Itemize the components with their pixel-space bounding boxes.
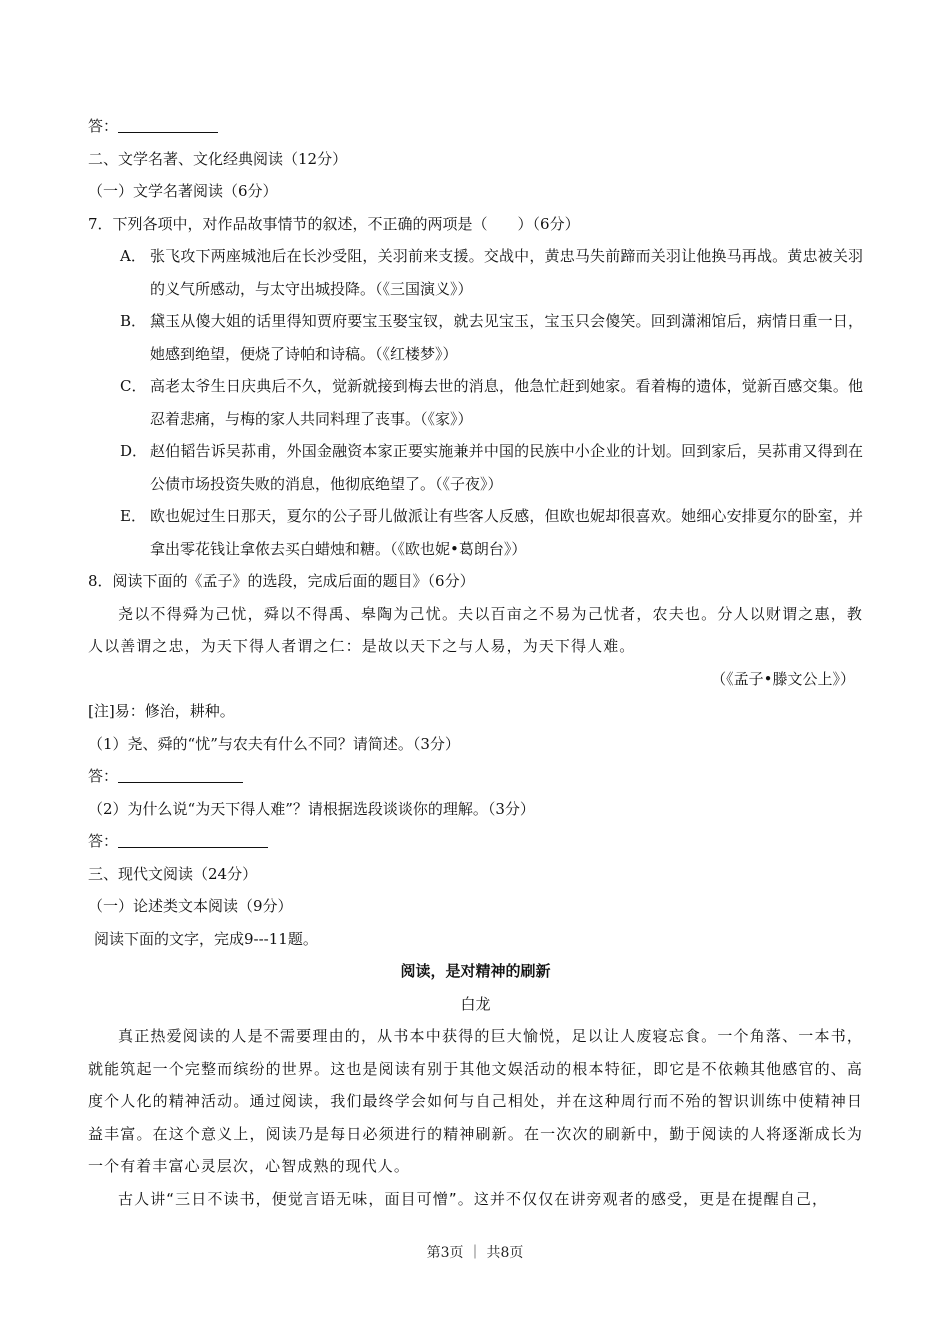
- answer-line-q8-1: [88, 760, 863, 793]
- section-2-sub1: （一）文学名著阅读（6分）: [88, 182, 278, 200]
- article-paragraph-2: 古人讲“三日不读书，便觉言语无味，面目可憎”。这并不仅仅在讲旁观者的感受，更是在提醒自己，: [118, 1189, 829, 1208]
- option-label: C．: [120, 377, 147, 395]
- answer-blank[interactable]: [118, 116, 218, 133]
- q8-sub1: （1）尧、舜的“忧”与农夫有什么不同？请简述。（3分）: [88, 734, 460, 753]
- q8-sub2: （2）为什么说“为天下得人难”？请根据选段谈谈你的理解。（3分）: [88, 799, 535, 818]
- q7-option-a: [88, 240, 863, 305]
- document-page: [88, 110, 863, 1215]
- answer-line-top: [88, 110, 863, 143]
- section-2-title: 二、文学名著、文化经典阅读（12分）: [88, 149, 348, 168]
- q8-passage: 尧以不得舜为己忧，舜以不得禹、皋陶为己忧。夫以百亩之不易为己忧者，农夫也。分人以财谓之惠，教人以善谓之忠，为天下得人者谓之仁：是故以天下之与人易，为天下得人难。: [88, 604, 863, 655]
- q7-stem: 7．下列各项中，对作品故事情节的叙述，不正确的两项是（ ）（6分）: [88, 214, 580, 233]
- option-label: E．: [120, 507, 146, 525]
- q8-source: （《孟子•滕文公上》）: [711, 669, 855, 688]
- option-text: 欧也妮过生日那天，夏尔的公子哥儿做派让有些客人反感，但欧也妮却很喜欢。她细心安排夏尔的卧室，并拿出零花钱让拿侬去买白蜡烛和糖。（《欧也妮•葛朗台》）: [150, 507, 863, 558]
- article-paragraph-1: 真正热爱阅读的人是不需要理由的，从书本中获得的巨大愉悦，足以让人废寝忘食。一个角落、一本书，就能筑起一个完整而缤纷的世界。这也是阅读有别于其他文娱活动的根本特征，即它是不依赖其他感官的、高度个人化的精神活动。通过阅读，我们最终学会如何与自己相处，并在这种周行而不殆的智识训练中使精神日益丰富。在这个意义上，阅读乃是每日必须进行的精神刷新。在一次次的刷新中，勤于阅读的人将逐渐成长为一个有着丰富心灵层次，心智成熟的现代人。: [88, 1027, 863, 1175]
- answer-line-q8-2: [88, 825, 863, 858]
- option-label: B．: [120, 312, 147, 330]
- answer-blank[interactable]: [118, 831, 268, 848]
- q7-option-d: [88, 435, 863, 500]
- section-3-title: 三、现代文阅读（24分）: [88, 864, 258, 883]
- q8-note: [注]易：修治，耕种。: [88, 702, 235, 720]
- answer-label: 答：: [88, 117, 119, 135]
- q8-stem: 8．阅读下面的《孟子》的选段，完成后面的题目》（6分）: [88, 572, 475, 590]
- section-3-sub1: （一）论述类文本阅读（9分）: [88, 897, 293, 915]
- option-text: 张飞攻下两座城池后在长沙受阻，关羽前来支援。交战中，黄忠马失前蹄而关羽让他换马再战。黄忠被关羽的义气所感动，与太守出城投降。（《三国演义》）: [150, 247, 863, 298]
- q7-option-c: [88, 370, 863, 435]
- option-label: A．: [120, 247, 146, 265]
- option-text: 赵伯韬告诉吴荪甫，外国金融资本家正要实施兼并中国的民族中小企业的计划。回到家后，吴荪甫又得到在公债市场投资失败的消息，他彻底绝望了。（《子夜》）: [150, 442, 863, 493]
- page-footer: 第3页 ｜ 共8页: [426, 1245, 524, 1261]
- section-3-instruction: 阅读下面的文字，完成9---11题。: [94, 929, 318, 948]
- q7-option-e: [88, 500, 863, 565]
- option-label: D．: [120, 442, 148, 460]
- option-text: 高老太爷生日庆典后不久，觉新就接到梅去世的消息，他急忙赶到她家。看着梅的遗体，觉新百感交集。他忍着悲痛，与梅的家人共同料理了丧事。（《家》）: [150, 377, 863, 428]
- q7-option-b: [88, 305, 863, 370]
- answer-label: 答：: [88, 832, 119, 850]
- article-author: 白龙: [460, 994, 491, 1013]
- option-text: 黛玉从傻大姐的话里得知贾府要宝玉娶宝钗，就去见宝玉，宝玉只会傻笑。回到潇湘馆后，病情日重一日，她感到绝望，便烧了诗帕和诗稿。（《红楼梦》）: [150, 312, 863, 363]
- answer-blank[interactable]: [118, 766, 243, 783]
- answer-label: 答：: [88, 767, 119, 785]
- article-title: 阅读，是对精神的刷新: [400, 962, 551, 980]
